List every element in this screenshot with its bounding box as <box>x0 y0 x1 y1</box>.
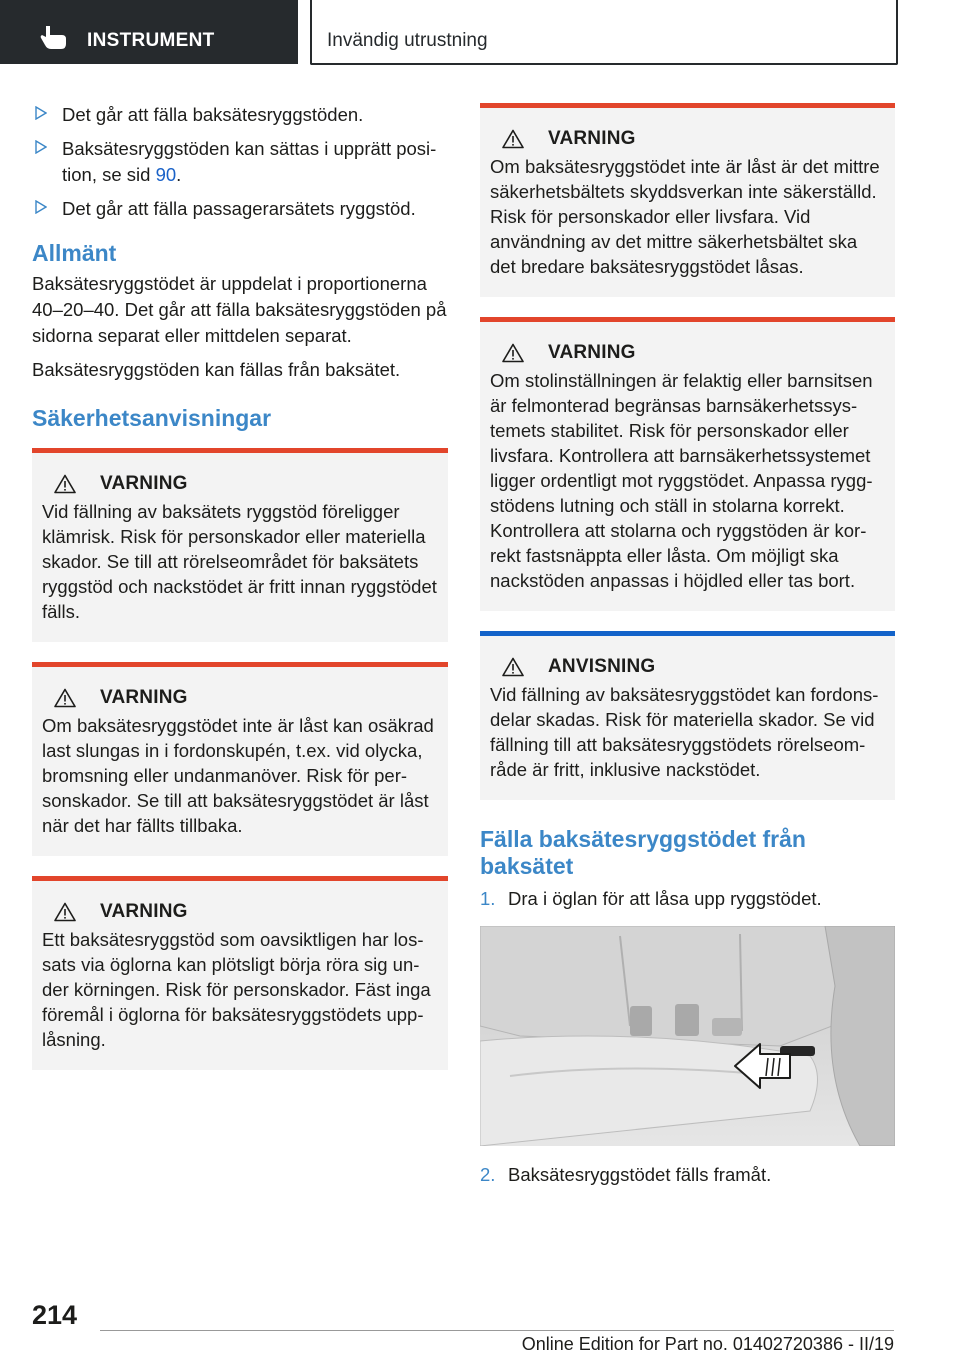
warning-box <box>32 876 448 1070</box>
step-number: 2. <box>480 1164 496 1185</box>
page-reference-link[interactable]: 90 <box>155 164 177 185</box>
left-column <box>32 100 448 1070</box>
hand-pointer-icon <box>40 24 68 50</box>
footer-divider <box>100 1330 894 1331</box>
list-item <box>480 1162 895 1188</box>
warning-label: VARNING <box>548 128 636 149</box>
list-item: Baksätesryggstöden kan sättas i upprätt position, se sid 90. <box>32 136 448 188</box>
page-number: 214 <box>32 1300 78 1330</box>
paragraph: Baksätesryggstöden kan fällas från baksätet. <box>32 359 401 380</box>
right-column <box>480 103 895 1196</box>
warning-box <box>32 448 448 642</box>
notice-text: Vid fällning av baksätesryggstödet kan fordonsdelar skadas. Risk för materiella skador. Se vid fällning till att baksätesryggstödets rörelseområde är fritt, inklusive nackstödet. <box>490 684 879 780</box>
step-list <box>480 886 895 912</box>
feature-list <box>32 102 448 222</box>
list-item <box>480 886 895 912</box>
heading-general: Allmänt <box>32 240 117 266</box>
warning-box <box>480 317 895 611</box>
rear-seat-illustration <box>480 926 895 1146</box>
step-list <box>480 1162 895 1188</box>
chapter-tab <box>0 0 298 64</box>
paragraph: Baksätesryggstödet är uppdelat i proportionerna 40–20–40. Det går att fälla baksätesryggstöden på sidorna separat eller mittdelen separat. <box>32 273 447 346</box>
warning-triangle-icon <box>54 474 76 494</box>
triangle-bullet-icon <box>35 106 47 120</box>
warning-text: Vid fällning av baksätets ryggstöd föreligger klämrisk. Risk för personskador eller materiella skador. Se till att rörelseområdet för baksätets ryggstöd och nackstödet är fritt innan ryggstödet fälls. <box>42 501 437 622</box>
warning-triangle-icon <box>502 129 524 149</box>
step-number: 1. <box>480 888 496 909</box>
warning-text: Ett baksätesryggstöd som oavsiktligen har lossats via öglorna kan plötsligt börja röra sig under körningen. Risk för personskador. Fäst inga föremål i öglorna för baksätesryggstödets upplåsning. <box>42 929 431 1050</box>
triangle-bullet-icon <box>35 140 47 154</box>
warning-label: VARNING <box>100 687 188 708</box>
warning-box <box>32 662 448 856</box>
section-tab <box>310 0 898 65</box>
warning-label: VARNING <box>548 342 636 363</box>
warning-triangle-icon <box>54 688 76 708</box>
warning-triangle-icon <box>54 902 76 922</box>
section-title: Invändig utrustning <box>327 30 488 51</box>
notice-box <box>480 631 895 800</box>
list-item: Det går att fälla baksätesryggstöden. <box>32 102 448 128</box>
step-text: Dra i öglan för att låsa upp ryggstödet. <box>508 888 822 909</box>
heading-fold-backrest: Fälla baksätesryggstödet från baksätet <box>480 826 806 879</box>
heading-safety: Säkerhetsanvisningar <box>32 405 272 431</box>
edition-note: Online Edition for Part no. 01402720386 - II/19 <box>521 1334 894 1354</box>
warning-label: VARNING <box>100 901 188 922</box>
warning-text: Om stolinställningen är felaktig eller barnsitsen är felmonterad begränsas barnsäkerhetssystemets stabilitet. Risk för personskador eller livsfara. Kontrollera att barnsäkerhetssystemet ligger ordentligt mot ryggstödet. Anpassa ryggstödens lutning och ställ in stolarna korrekt. Kontrollera att stolarna och ryggstöden är korrekt fastsnäppta eller låsta. Om möjligt ska nackstöden anpassas i höjdled eller tas bort. <box>490 370 873 591</box>
step-text: Baksätesryggstödet fälls framåt. <box>508 1164 772 1185</box>
list-item: Det går att fälla passagerarsätets ryggstöd. <box>32 196 448 222</box>
warning-triangle-icon <box>502 343 524 363</box>
chapter-title: INSTRUMENT <box>87 30 215 51</box>
warning-triangle-icon <box>502 657 524 677</box>
warning-text: Om baksätesryggstödet inte är låst kan osäkrad last slungas in i fordonskupén, t.ex. vid olycka, bromsning eller undanmanöver. Risk för personskador. Se till att baksätesryggstödet är låst när det har fällts tillbaka. <box>42 715 434 836</box>
triangle-bullet-icon <box>35 200 47 214</box>
warning-box <box>480 103 895 297</box>
warning-label: VARNING <box>100 473 188 494</box>
warning-text: Om baksätesryggstödet inte är låst är det mittre säkerhetsbältets skyddsverkan inte säkerställd. Risk för personskador eller livsfara. Vid användning av det mittre säkerhetsbältet ska det bredare baksätesryggstödet låsas. <box>490 156 880 277</box>
notice-label: ANVISNING <box>548 656 656 677</box>
